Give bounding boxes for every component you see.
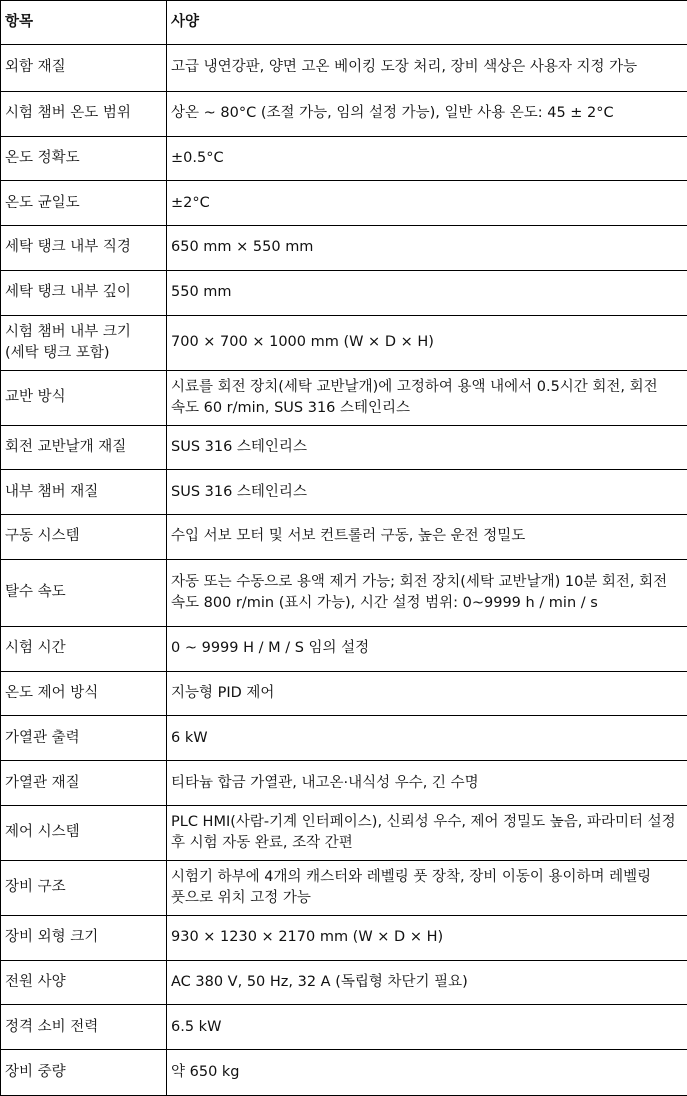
spec-cell: 6 kW [167,716,687,761]
spec-cell: 고급 냉연강판, 양면 고온 베이킹 도장 처리, 장비 색상은 사용자 지정 가능 [167,45,687,92]
item-cell: 구동 시스템 [1,515,167,560]
spec-cell: 티타늄 합금 가열관, 내고온·내식성 우수, 긴 수명 [167,761,687,806]
table-row [1,315,687,370]
item-cell: 가열관 출력 [1,716,167,761]
item-cell: 시험 챔버 온도 범위 [1,91,167,136]
spec-table-body [1,45,687,1096]
spec-cell: 시험기 하부에 4개의 캐스터와 레벨링 풋 장착, 장비 이동이 용이하며 레벨링 풋으로 위치 고정 가능 [167,860,687,915]
table-row [1,181,687,226]
spec-cell: SUS 316 스테인리스 [167,425,687,470]
spec-cell: 0 ~ 9999 H / M / S 임의 설정 [167,626,687,671]
table-row [1,515,687,560]
table-row [1,370,687,425]
spec-cell: SUS 316 스테인리스 [167,470,687,515]
spec-cell: ±2°C [167,181,687,226]
item-cell: 정격 소비 전력 [1,1005,167,1050]
item-cell: 온도 균일도 [1,181,167,226]
table-row [1,270,687,315]
table-row [1,860,687,915]
item-cell: 가열관 재질 [1,761,167,806]
item-cell: 시험 시간 [1,626,167,671]
item-cell: 시험 챔버 내부 크기 (세탁 탱크 포함) [1,315,167,370]
table-row [1,136,687,181]
item-cell: 제어 시스템 [1,806,167,861]
table-row [1,425,687,470]
table-row [1,671,687,716]
item-cell: 온도 정확도 [1,136,167,181]
spec-cell: 6.5 kW [167,1005,687,1050]
table-row [1,559,687,626]
table-row [1,91,687,136]
table-row [1,1005,687,1050]
spec-cell: 지능형 PID 제어 [167,671,687,716]
table-row [1,806,687,861]
item-header: 항목 [1,1,167,45]
item-cell: 교반 방식 [1,370,167,425]
item-cell: 장비 중량 [1,1050,167,1096]
spec-cell: PLC HMI(사람-기계 인터페이스), 신뢰성 우수, 제어 정밀도 높음, 파라미터 설정 후 시험 자동 완료, 조작 간편 [167,806,687,861]
table-row [1,1050,687,1096]
spec-cell: 약 650 kg [167,1050,687,1096]
item-cell: 외함 재질 [1,45,167,92]
table-row [1,761,687,806]
spec-cell: 700 × 700 × 1000 mm (W × D × H) [167,315,687,370]
item-cell: 세탁 탱크 내부 직경 [1,226,167,271]
spec-cell: 상온 ~ 80°C (조절 가능, 임의 설정 가능), 일반 사용 온도: 45 ± 2°C [167,91,687,136]
table-row [1,915,687,960]
spec-cell: 550 mm [167,270,687,315]
spec-cell: 650 mm × 550 mm [167,226,687,271]
spec-cell: 수입 서보 모터 및 서보 컨트롤러 구동, 높은 운전 정밀도 [167,515,687,560]
spec-cell: ±0.5°C [167,136,687,181]
spec-header: 사양 [167,1,687,45]
table-row [1,626,687,671]
table-row [1,45,687,92]
item-cell: 내부 챔버 재질 [1,470,167,515]
table-row [1,470,687,515]
header-row [1,1,687,45]
spec-cell: 시료를 회전 장치(세탁 교반날개)에 고정하여 용액 내에서 0.5시간 회전, 회전 속도 60 r/min, SUS 316 스테인리스 [167,370,687,425]
item-cell: 장비 구조 [1,860,167,915]
item-cell: 온도 제어 방식 [1,671,167,716]
item-cell: 전원 사양 [1,960,167,1005]
item-cell: 세탁 탱크 내부 깊이 [1,270,167,315]
spec-cell: AC 380 V, 50 Hz, 32 A (독립형 차단기 필요) [167,960,687,1005]
spec-cell: 930 × 1230 × 2170 mm (W × D × H) [167,915,687,960]
table-row [1,716,687,761]
table-row [1,960,687,1005]
table-row [1,226,687,271]
spec-cell: 자동 또는 수동으로 용액 제거 가능; 회전 장치(세탁 교반날개) 10분 회전, 회전 속도 800 r/min (표시 가능), 시간 설정 범위: 0~9999 h / min / s [167,559,687,626]
item-cell: 회전 교반날개 재질 [1,425,167,470]
item-cell: 장비 외형 크기 [1,915,167,960]
item-cell: 탈수 속도 [1,559,167,626]
